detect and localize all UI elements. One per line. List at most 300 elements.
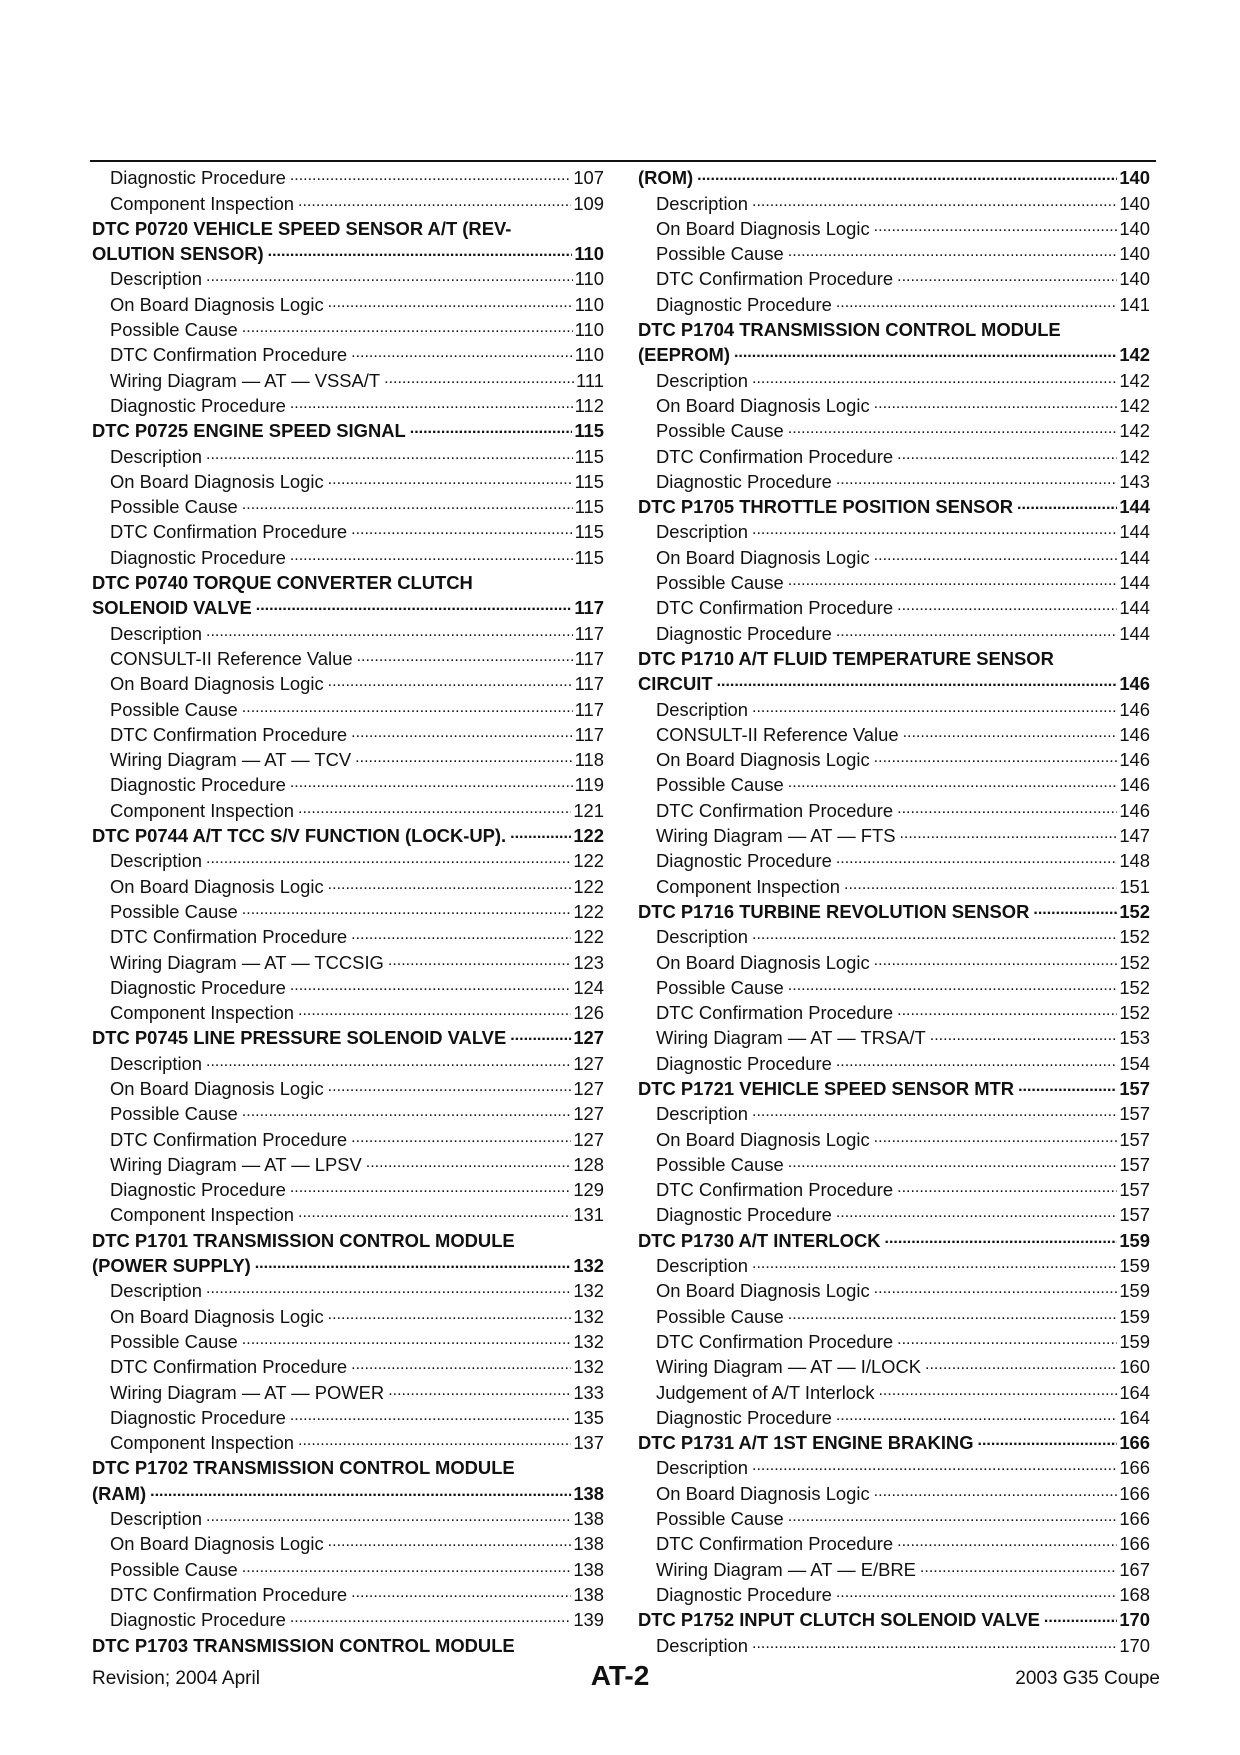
leader-dots — [206, 1505, 571, 1526]
toc-entry-label: OLUTION SENSOR) — [92, 243, 264, 265]
toc-entry-label: Component Inspection — [110, 1204, 295, 1226]
toc-entry — [638, 569, 1150, 594]
leader-dots — [351, 721, 573, 742]
leader-dots — [897, 594, 1117, 615]
leader-dots — [290, 1606, 571, 1627]
toc-entry-label: On Board Diagnosis Logic — [656, 1482, 870, 1504]
toc-page-number: 126 — [573, 1002, 604, 1024]
toc-entry-label: Possible Cause — [110, 496, 238, 518]
toc-entry-label: (EEPROM) — [638, 344, 730, 366]
toc-page-number: 117 — [574, 647, 604, 669]
toc-page-number: 111 — [576, 369, 604, 391]
leader-dots — [903, 721, 1118, 742]
leader-dots — [734, 341, 1117, 362]
leader-dots — [752, 518, 1117, 539]
leader-dots — [897, 442, 1117, 463]
toc-heading — [638, 1226, 1150, 1251]
toc-entry-label: Possible Cause — [656, 976, 784, 998]
toc-page-number: 117 — [574, 723, 604, 745]
toc-page-number: 166 — [1119, 1533, 1150, 1555]
toc-entry — [92, 1176, 604, 1201]
leader-dots — [510, 1024, 571, 1045]
leader-dots — [206, 442, 573, 463]
toc-entry-label: Diagnostic Procedure — [656, 850, 832, 872]
toc-entry — [92, 493, 604, 518]
toc-page-number: 166 — [1119, 1457, 1150, 1479]
toc-page-number: 139 — [573, 1609, 604, 1631]
toc-entry — [92, 1429, 604, 1454]
toc-page-number: 144 — [1119, 597, 1150, 619]
toc-entry-label: Description — [110, 268, 202, 290]
leader-dots — [897, 1328, 1117, 1349]
leader-dots — [1018, 1075, 1117, 1096]
toc-entry — [638, 1581, 1150, 1606]
toc-entry-label: DTC Confirmation Procedure — [656, 1330, 894, 1352]
toc-entry — [638, 189, 1150, 214]
toc-entry — [92, 392, 604, 417]
toc-heading — [638, 645, 1150, 670]
toc-entry-label: DTC Confirmation Procedure — [656, 268, 894, 290]
toc-entry — [92, 695, 604, 720]
leader-dots — [150, 1479, 571, 1500]
toc-entry-label: DTC Confirmation Procedure — [110, 1356, 348, 1378]
toc-page-number: 146 — [1119, 774, 1150, 796]
toc-entry-label: Diagnostic Procedure — [110, 774, 286, 796]
toc-entry — [638, 392, 1150, 417]
leader-dots — [351, 1353, 571, 1374]
leader-dots — [930, 1024, 1118, 1045]
leader-dots — [1033, 898, 1117, 919]
toc-entry-label: Diagnostic Procedure — [110, 1609, 286, 1631]
toc-entry-label: Component Inspection — [656, 875, 841, 897]
toc-page-number: 115 — [574, 521, 604, 543]
toc-entry-label: On Board Diagnosis Logic — [656, 1128, 870, 1150]
toc-heading — [638, 1075, 1150, 1100]
header-rule — [90, 160, 1156, 162]
toc-page-number: 133 — [573, 1381, 604, 1403]
toc-entry-label: DTC Confirmation Procedure — [656, 445, 894, 467]
toc-heading — [92, 1454, 604, 1479]
toc-entry-label: DTC Confirmation Procedure — [110, 521, 348, 543]
toc-entry-label: Diagnostic Procedure — [656, 1204, 832, 1226]
toc-page-number: 152 — [1119, 976, 1150, 998]
toc-entry — [638, 974, 1150, 999]
toc-heading — [92, 215, 604, 240]
toc-heading — [638, 670, 1150, 695]
toc-entry — [638, 923, 1150, 948]
toc-page-number: 144 — [1119, 572, 1150, 594]
toc-entry-label: Description — [656, 192, 748, 214]
toc-page-number: 138 — [573, 1508, 604, 1530]
toc-entry-label: Diagnostic Procedure — [110, 394, 286, 416]
toc-entry-label: Diagnostic Procedure — [656, 293, 832, 315]
toc-entry — [92, 1049, 604, 1074]
toc-entry — [92, 1277, 604, 1302]
toc-heading — [92, 1479, 604, 1504]
toc-entry — [638, 796, 1150, 821]
toc-heading — [92, 1631, 604, 1656]
toc-entry-label: Description — [110, 1508, 202, 1530]
leader-dots — [717, 670, 1118, 691]
toc-entry — [638, 468, 1150, 493]
toc-entry-label: On Board Diagnosis Logic — [110, 673, 324, 695]
toc-page-number: 157 — [1119, 1179, 1150, 1201]
leader-dots — [874, 1125, 1118, 1146]
leader-dots — [328, 1530, 572, 1551]
toc-entry-label: Wiring Diagram — AT — FTS — [656, 825, 896, 847]
toc-page-number: 121 — [573, 799, 604, 821]
toc-entry-label: (POWER SUPPLY) — [92, 1255, 251, 1277]
leader-dots — [897, 265, 1117, 286]
toc-entry-label: Possible Cause — [656, 774, 784, 796]
toc-entry-label: DTC P1702 TRANSMISSION CONTROL MODULE — [92, 1457, 515, 1479]
toc-entry-label: Diagnostic Procedure — [110, 1179, 286, 1201]
toc-heading — [92, 240, 604, 265]
toc-entry — [638, 1530, 1150, 1555]
toc-entry — [92, 543, 604, 568]
toc-entry-label: Description — [110, 1052, 202, 1074]
leader-dots — [290, 1404, 571, 1425]
toc-entry-label: DTC Confirmation Procedure — [110, 1583, 348, 1605]
toc-entry — [638, 1631, 1150, 1656]
toc-entry-label: Diagnostic Procedure — [656, 470, 832, 492]
toc-entry-label: Description — [110, 622, 202, 644]
toc-page-number: 107 — [573, 167, 604, 189]
toc-entry-label: On Board Diagnosis Logic — [656, 546, 870, 568]
leader-dots — [752, 1631, 1117, 1652]
toc-entry — [638, 1277, 1150, 1302]
toc-entry — [92, 847, 604, 872]
toc-page-number: 159 — [1119, 1229, 1150, 1251]
toc-entry-label: Description — [656, 1634, 748, 1656]
toc-entry-label: Diagnostic Procedure — [656, 1583, 832, 1605]
toc-page-number: 152 — [1119, 951, 1150, 973]
leader-dots — [874, 543, 1118, 564]
leader-dots — [885, 1226, 1118, 1247]
toc-entry-label: Possible Cause — [656, 420, 784, 442]
toc-page-number: 164 — [1119, 1381, 1150, 1403]
leader-dots — [836, 290, 1117, 311]
toc-entry — [92, 872, 604, 897]
toc-page-number: 123 — [573, 951, 604, 973]
leader-dots — [844, 872, 1117, 893]
footer-page-id: AT-2 — [590, 1660, 650, 1691]
leader-dots — [357, 645, 573, 666]
toc-entry-label: Diagnostic Procedure — [656, 622, 832, 644]
toc-entry-label: Description — [656, 1255, 748, 1277]
toc-page-number: 122 — [573, 900, 604, 922]
toc-page-number: 140 — [1119, 268, 1150, 290]
toc-entry-label: Component Inspection — [110, 1002, 295, 1024]
toc-entry — [92, 796, 604, 821]
toc-page-number: 117 — [574, 597, 604, 619]
leader-dots — [242, 695, 573, 716]
toc-entry — [638, 518, 1150, 543]
leader-dots — [351, 923, 571, 944]
toc-entry-label: Diagnostic Procedure — [110, 546, 286, 568]
leader-dots — [874, 392, 1118, 413]
leader-dots — [874, 215, 1118, 236]
toc-entry-label: DTC P1716 TURBINE REVOLUTION SENSOR — [638, 900, 1030, 922]
toc-entry — [638, 1378, 1150, 1403]
toc-entry — [638, 1049, 1150, 1074]
toc-entry-label: DTC P1752 INPUT CLUTCH SOLENOID VALVE — [638, 1609, 1040, 1631]
toc-page-number: 138 — [573, 1482, 604, 1504]
toc-entry — [638, 1479, 1150, 1504]
toc-page-number: 142 — [1119, 369, 1150, 391]
leader-dots — [788, 417, 1118, 438]
leader-dots — [298, 189, 571, 210]
toc-page-number: 112 — [574, 394, 604, 416]
leader-dots — [351, 518, 573, 539]
toc-entry — [638, 619, 1150, 644]
leader-dots — [388, 1378, 571, 1399]
toc-page-number: 117 — [574, 622, 604, 644]
toc-page-number: 127 — [573, 1027, 604, 1049]
toc-entry-label: DTC P0745 LINE PRESSURE SOLENOID VALVE — [92, 1027, 507, 1049]
toc-page-number: 170 — [1119, 1634, 1150, 1656]
toc-page-number: 118 — [574, 749, 604, 771]
toc-entry — [638, 721, 1150, 746]
leader-dots — [410, 417, 573, 438]
toc-entry — [638, 695, 1150, 720]
toc-page-number: 142 — [1119, 394, 1150, 416]
toc-entry — [638, 948, 1150, 973]
toc-page-number: 110 — [574, 243, 604, 265]
leader-dots — [878, 1378, 1117, 1399]
toc-entry-label: Description — [656, 1457, 748, 1479]
toc-entry — [638, 1151, 1150, 1176]
toc-entry — [92, 746, 604, 771]
leader-dots — [1017, 493, 1117, 514]
toc-entry-label: Description — [656, 698, 748, 720]
toc-page-number: 119 — [574, 774, 604, 796]
leader-dots — [290, 771, 573, 792]
toc-entry — [92, 1100, 604, 1125]
toc-entry-label: DTC Confirmation Procedure — [656, 799, 894, 821]
toc-page-number: 142 — [1119, 445, 1150, 467]
toc-entry-label: Diagnostic Procedure — [110, 976, 286, 998]
leader-dots — [897, 1530, 1117, 1551]
leader-dots — [752, 366, 1117, 387]
toc-entry-label: Possible Cause — [656, 243, 784, 265]
toc-page-number: 140 — [1119, 192, 1150, 214]
toc-entry — [92, 1151, 604, 1176]
toc-entry-label: Diagnostic Procedure — [656, 1406, 832, 1428]
leader-dots — [242, 1100, 572, 1121]
toc-page-number: 153 — [1119, 1027, 1150, 1049]
toc-page-number: 117 — [574, 673, 604, 695]
toc-page-number: 146 — [1119, 723, 1150, 745]
toc-entry — [638, 847, 1150, 872]
toc-page-number: 152 — [1119, 926, 1150, 948]
toc-page-number: 159 — [1119, 1305, 1150, 1327]
leader-dots — [298, 999, 571, 1020]
toc-entry-label: DTC Confirmation Procedure — [110, 926, 348, 948]
leader-dots — [242, 898, 572, 919]
toc-entry-label: On Board Diagnosis Logic — [656, 217, 870, 239]
toc-heading — [638, 341, 1150, 366]
leader-dots — [298, 1429, 571, 1450]
toc-page-number: 142 — [1119, 420, 1150, 442]
toc-page-number: 124 — [573, 976, 604, 998]
toc-page-number: 159 — [1119, 1280, 1150, 1302]
toc-entry — [92, 366, 604, 391]
toc-entry — [638, 442, 1150, 467]
toc-page-number: 132 — [573, 1280, 604, 1302]
leader-dots — [836, 1049, 1117, 1070]
leader-dots — [290, 974, 571, 995]
toc-page-number: 115 — [574, 470, 604, 492]
toc-entry — [638, 1252, 1150, 1277]
toc-page-number: 166 — [1119, 1482, 1150, 1504]
toc-page-number: 157 — [1119, 1204, 1150, 1226]
leader-dots — [752, 695, 1117, 716]
toc-entry-label: On Board Diagnosis Logic — [656, 394, 870, 416]
leader-dots — [752, 189, 1117, 210]
toc-entry-label: Component Inspection — [110, 799, 295, 821]
leader-dots — [290, 543, 573, 564]
leader-dots — [255, 1252, 572, 1273]
leader-dots — [290, 164, 571, 185]
toc-entry — [638, 417, 1150, 442]
toc-entry-label: DTC Confirmation Procedure — [656, 597, 894, 619]
toc-entry — [92, 1302, 604, 1327]
toc-entry-label: DTC Confirmation Procedure — [656, 1179, 894, 1201]
toc-page-number: 117 — [574, 698, 604, 720]
leader-dots — [384, 366, 574, 387]
toc-entry-label: Possible Cause — [110, 1558, 238, 1580]
toc-page-number: 115 — [574, 546, 604, 568]
toc-page-number: 115 — [574, 420, 604, 442]
toc-entry-label: On Board Diagnosis Logic — [656, 749, 870, 771]
toc-entry-label: Possible Cause — [110, 319, 238, 341]
toc-page-number: 144 — [1119, 521, 1150, 543]
toc-entry-label: Wiring Diagram — AT — POWER — [110, 1381, 385, 1403]
toc-entry — [92, 645, 604, 670]
leader-dots — [206, 619, 573, 640]
toc-page-number: 122 — [573, 825, 604, 847]
toc-page-number: 132 — [573, 1305, 604, 1327]
toc-page-number: 146 — [1119, 799, 1150, 821]
leader-dots — [697, 164, 1117, 185]
toc-heading — [92, 1226, 604, 1251]
leader-dots — [351, 1581, 571, 1602]
toc-entry — [92, 164, 604, 189]
leader-dots — [788, 1302, 1118, 1323]
toc-page-number: 142 — [1119, 344, 1150, 366]
toc-heading — [638, 1429, 1150, 1454]
toc-entry-label: Description — [110, 445, 202, 467]
leader-dots — [355, 746, 573, 767]
toc-entry — [92, 341, 604, 366]
leader-dots — [978, 1429, 1118, 1450]
toc-page-number: 110 — [574, 293, 604, 315]
toc-page-number: 144 — [1119, 546, 1150, 568]
leader-dots — [788, 569, 1118, 590]
leader-dots — [920, 1555, 1117, 1576]
leader-dots — [836, 468, 1117, 489]
toc-page-number: 151 — [1119, 875, 1150, 897]
toc-entry — [92, 468, 604, 493]
toc-entry-label: Diagnostic Procedure — [656, 1052, 832, 1074]
toc-right-column — [638, 164, 1150, 1657]
toc-entry — [92, 1505, 604, 1530]
leader-dots — [788, 1505, 1118, 1526]
toc-entry — [638, 1201, 1150, 1226]
toc-entry-label: CIRCUIT — [638, 673, 713, 695]
leader-dots — [510, 822, 571, 843]
toc-entry — [638, 215, 1150, 240]
toc-entry — [92, 290, 604, 315]
toc-entry-label: Diagnostic Procedure — [110, 1406, 286, 1428]
toc-entry — [92, 1353, 604, 1378]
leader-dots — [788, 240, 1118, 261]
toc-entry-label: DTC Confirmation Procedure — [656, 1002, 894, 1024]
toc-entry — [92, 1201, 604, 1226]
toc-entry-label: Wiring Diagram — AT — E/BRE — [656, 1558, 916, 1580]
toc-page-number: 152 — [1119, 1002, 1150, 1024]
leader-dots — [351, 341, 573, 362]
toc-entry — [638, 822, 1150, 847]
toc-entry — [638, 872, 1150, 897]
toc-page-number: 127 — [573, 1077, 604, 1099]
leader-dots — [752, 1100, 1117, 1121]
toc-page-number: 129 — [573, 1179, 604, 1201]
leader-dots — [836, 847, 1117, 868]
toc-entry-label: CONSULT-II Reference Value — [656, 723, 899, 745]
toc-entry-label: Description — [110, 850, 202, 872]
toc-entry — [92, 1555, 604, 1580]
toc-page-number: 168 — [1119, 1583, 1150, 1605]
footer-revision: Revision; 2004 April — [92, 1668, 260, 1689]
leader-dots — [328, 290, 573, 311]
toc-entry-label: Judgement of A/T Interlock — [656, 1381, 875, 1403]
leader-dots — [788, 974, 1118, 995]
toc-entry — [92, 619, 604, 644]
toc-entry — [92, 721, 604, 746]
toc-page-number: 140 — [1119, 217, 1150, 239]
toc-entry-label: On Board Diagnosis Logic — [656, 1280, 870, 1302]
toc-entry — [638, 543, 1150, 568]
toc-page-number: 146 — [1119, 673, 1150, 695]
toc-page-number: 127 — [573, 1128, 604, 1150]
toc-entry — [92, 1530, 604, 1555]
toc-entry — [638, 1024, 1150, 1049]
leader-dots — [897, 1176, 1117, 1197]
leader-dots — [874, 1277, 1118, 1298]
toc-entry — [92, 1328, 604, 1353]
toc-page-number: 154 — [1119, 1052, 1150, 1074]
toc-page-number: 157 — [1119, 1103, 1150, 1125]
toc-entry-label: DTC P1704 TRANSMISSION CONTROL MODULE — [638, 319, 1061, 341]
leader-dots — [206, 847, 571, 868]
toc-entry-label: Diagnostic Procedure — [110, 167, 286, 189]
toc-entry — [638, 1555, 1150, 1580]
toc-page-number: 146 — [1119, 698, 1150, 720]
toc-page-number: 159 — [1119, 1255, 1150, 1277]
toc-entry — [92, 1404, 604, 1429]
toc-entry — [638, 1100, 1150, 1125]
toc-page-number: 110 — [574, 319, 604, 341]
toc-entry — [92, 518, 604, 543]
toc-entry-label: Description — [656, 369, 748, 391]
leader-dots — [752, 1252, 1117, 1273]
toc-page-number: 144 — [1119, 496, 1150, 518]
toc-entry-label: On Board Diagnosis Logic — [110, 1305, 324, 1327]
leader-dots — [290, 1176, 571, 1197]
toc-entry-label: DTC P0740 TORQUE CONVERTER CLUTCH — [92, 572, 473, 594]
